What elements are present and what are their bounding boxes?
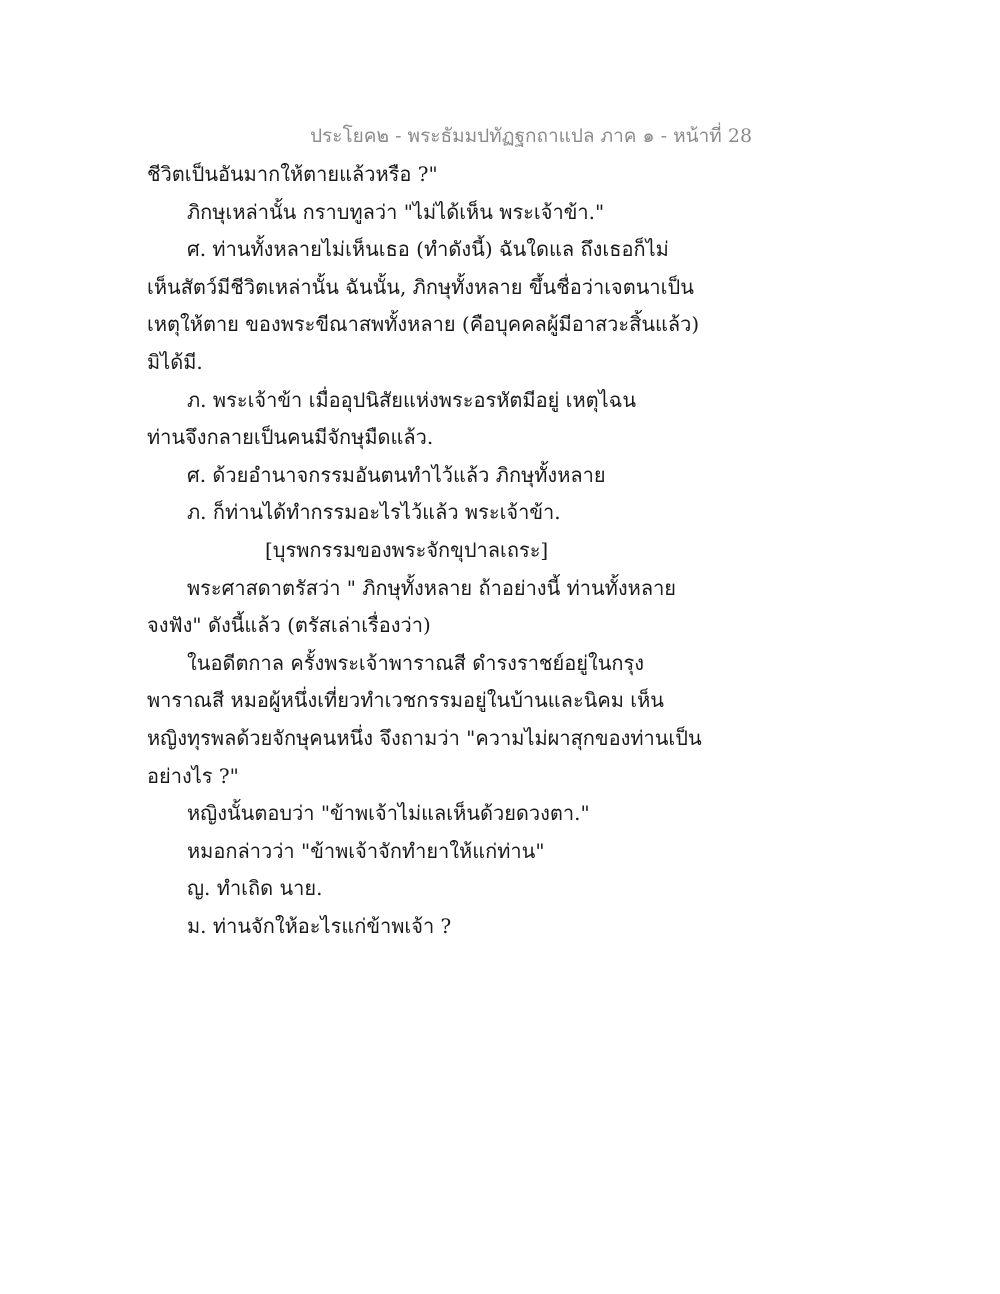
text-line: พาราณสี หมอผู้หนึ่งเที่ยวทำเวชกรรมอยู่ในบ้านและนิคม เห็น — [147, 688, 664, 713]
text-line: หญิงทุรพลด้วยจักษุคนหนึ่ง จึงถามว่า "ความไม่ผาสุกของท่านเป็น — [147, 725, 702, 750]
text-line: เหตุให้ตาย ของพระขีณาสพทั้งหลาย (คือบุคคลผู้มีอาสวะสิ้นแล้ว) — [147, 312, 700, 337]
text-line: หมอกล่าวว่า "ข้าพเจ้าจักทำยาให้แก่ท่าน" — [187, 838, 545, 863]
section-heading: [บุรพกรรมของพระจักขุปาลเถระ] — [265, 537, 549, 562]
text-line: มิได้มี. — [147, 349, 203, 374]
text-line: ศ. ด้วยอำนาจกรรมอันตนทำไว้แล้ว ภิกษุทั้งหลาย — [187, 462, 606, 487]
text-line: ศ. ท่านทั้งหลายไม่เห็นเธอ (ทำดังนี้) ฉันใดแล ถึงเธอก็ไม่ — [187, 237, 669, 262]
text-line: จงฟัง" ดังนี้แล้ว (ตรัสเล่าเรื่องว่า) — [147, 613, 431, 638]
text-line: ภ. พระเจ้าข้า เมื่ออุปนิสัยแห่งพระอรหัตมีอยู่ เหตุไฉน — [187, 387, 637, 412]
text-line: ชีวิตเป็นอันมากให้ตายแล้วหรือ ?" — [147, 162, 438, 186]
text-line: ม. ท่านจักให้อะไรแก่ข้าพเจ้า ? — [187, 913, 452, 938]
text-line: อย่างไร ?" — [147, 763, 239, 788]
text-line: เห็นสัตว์มีชีวิตเหล่านั้น ฉันนั้น, ภิกษุทั้งหลาย ขึ้นชื่อว่าเจตนาเป็น — [147, 274, 694, 299]
text-line: หญิงนั้นตอบว่า "ข้าพเจ้าไม่แลเห็นด้วยดวงตา." — [187, 801, 590, 826]
text-line: ภิกษุเหล่านั้น กราบทูลว่า "ไม่ได้เห็น พระเจ้าข้า." — [187, 199, 605, 224]
body-text — [147, 156, 707, 945]
running-header: ประโยค๒ - พระธัมมปทัฏฐกถาแปล ภาค ๑ - หน้าที่ 28 — [310, 125, 753, 147]
text-line: ท่านจึงกลายเป็นคนมีจักษุมืดแล้ว. — [147, 425, 434, 450]
text-line: ในอดีตกาล ครั้งพระเจ้าพาราณสี ดำรงราชย์อยู่ในกรุง — [187, 650, 645, 675]
text-line: ญ. ทำเถิด นาย. — [187, 876, 323, 901]
text-line: ภ. ก็ท่านได้ทำกรรมอะไรไว้แล้ว พระเจ้าข้า. — [187, 500, 561, 525]
text-line: พระศาสดาตรัสว่า " ภิกษุทั้งหลาย ถ้าอย่างนี้ ท่านทั้งหลาย — [187, 575, 677, 600]
